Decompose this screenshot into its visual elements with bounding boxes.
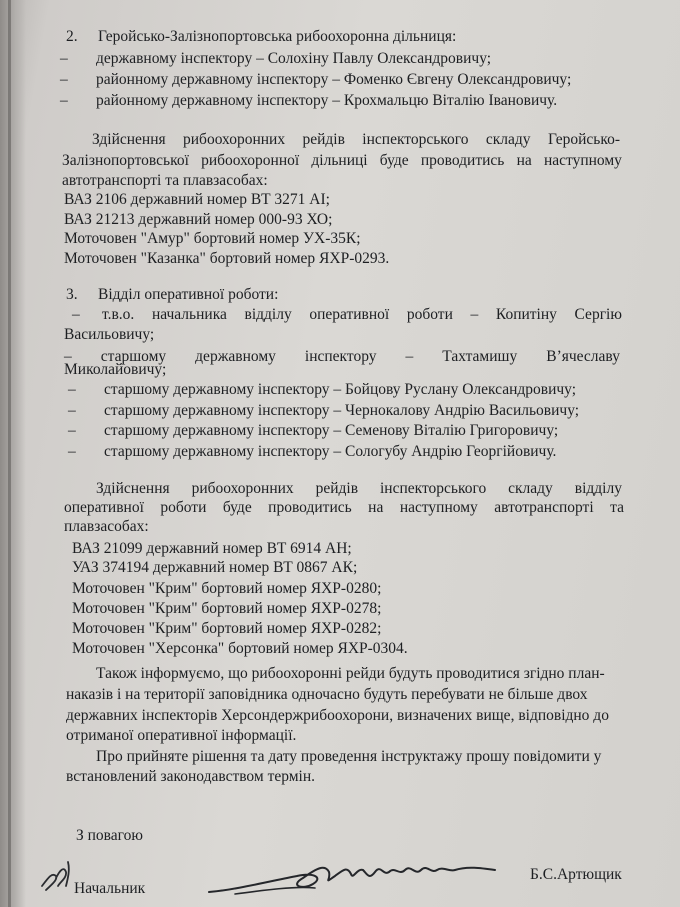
section3-item-4: старшому державному інспектору – Чернокалову Андрію Васильовичу; <box>104 402 580 419</box>
section3-vehicle-1: ВАЗ 21099 державний номер ВТ 6914 АН; <box>72 540 352 557</box>
section3-item-6: старшому державному інспектору – Сологубу Андрію Георгійовичу. <box>104 443 557 460</box>
list-dash: – <box>68 402 76 419</box>
word: – <box>64 348 72 365</box>
section3-item-3: старшому державному інспектору – Бойцову Руслану Олександровичу; <box>104 381 577 398</box>
signature <box>205 850 515 900</box>
section3-item-1-line-1 <box>102 306 622 324</box>
word: інспекторського <box>362 131 469 148</box>
section3-vehicle-4: Моточовен "Крим" бортовий номер ЯХР-0278; <box>72 600 382 617</box>
word: роботи <box>406 306 453 323</box>
word: рейдів <box>315 480 359 497</box>
section3-paragraph-line-3: плавзасобах: <box>64 518 149 535</box>
word: відділу <box>244 306 292 323</box>
word: начальника <box>151 306 227 323</box>
section2-paragraph-line-1 <box>92 131 620 149</box>
section3-vehicle-3: Моточовен "Крим" бортовий номер ЯХР-0280; <box>72 580 382 597</box>
word: Здійснення <box>96 480 170 497</box>
section2-paragraph-line-2 <box>62 152 622 170</box>
word: автотранспорті <box>494 499 594 516</box>
word: Сергію <box>574 306 622 323</box>
word: рибоохоронних <box>183 131 286 148</box>
word: Копитіну <box>495 306 557 323</box>
word: т.в.о. <box>102 306 135 323</box>
word: відділу <box>574 480 622 497</box>
list-dash: – <box>68 443 76 460</box>
word: державному <box>195 348 276 365</box>
word: проводитись <box>268 499 352 516</box>
section2-paragraph-line-3: автотранспорті та плавзасобах: <box>62 172 268 189</box>
word: на <box>516 152 532 169</box>
section3-item-2-line-2: Миколайовичу; <box>64 361 167 378</box>
regards-text: З повагою <box>76 827 143 844</box>
closing-p1-line-3: державних інспекторів Херсондержрибоохорони, визначених вище, відповідно до <box>66 707 609 724</box>
closing-p1-line-2: наказів і на території заповідника одночасно будуть перебувати не більше двох <box>66 686 588 703</box>
closing-p1-line-1: Також інформуємо, що рибоохоронні рейди будуть проводитися згідно план- <box>96 665 605 682</box>
section2-vehicle-3: Моточовен "Амур" бортовий номер УХ-35К; <box>64 230 361 247</box>
section3-paragraph-line-1 <box>96 480 622 498</box>
section3-title: Відділ оперативної роботи: <box>98 286 279 303</box>
word: складу <box>508 480 553 497</box>
word: – <box>405 348 414 365</box>
list-dash: – <box>72 306 80 323</box>
word: буде <box>379 152 409 169</box>
word: інспектору <box>304 348 377 365</box>
list-dash: – <box>60 92 68 109</box>
section3-item-5: старшому державному інспектору – Семенову Віталію Григоровичу; <box>104 422 559 439</box>
word: та <box>610 499 624 516</box>
section2-vehicle-1: ВАЗ 2106 державний номер ВТ 3271 АІ; <box>64 191 330 208</box>
word: роботи <box>160 499 207 516</box>
word: рибоохоронних <box>191 480 294 497</box>
position-title: Начальник <box>74 880 146 897</box>
section2-item-1: державному інспектору – Солохіну Павлу Олександровичу; <box>96 50 492 67</box>
section2-item-3: районному державному інспектору – Крохмальцю Віталію Івановичу. <box>96 92 558 109</box>
word: складу <box>485 131 531 148</box>
word: рейдів <box>302 131 345 148</box>
section2-vehicle-4: Моточовен "Казанка" бортовий номер ЯХР-0293. <box>64 250 390 267</box>
word: оперативної <box>309 306 390 323</box>
section2-vehicle-2: ВАЗ 21213 державний номер 000-93 ХО; <box>64 211 333 228</box>
word: оперативної <box>64 499 144 516</box>
word: – <box>470 306 479 323</box>
section2-title: Геройсько-Залізнопортовська рибоохоронна дільниця: <box>98 28 457 45</box>
word: Здійснення <box>92 131 166 148</box>
word: старшому <box>100 348 167 365</box>
list-dash: – <box>60 71 68 88</box>
section3-vehicle-5: Моточовен "Крим" бортовий номер ЯХР-0282; <box>72 620 382 637</box>
word: проводитись <box>420 152 505 169</box>
section3-number: 3. <box>66 286 78 303</box>
list-dash: – <box>68 422 76 439</box>
section2-item-2: районному державному інспектору – Фоменко Євгену Олександровичу; <box>96 71 572 88</box>
word: Тахтамишу <box>442 348 518 365</box>
section3-paragraph-line-2 <box>64 499 624 517</box>
word: Залізнопортовської <box>62 152 189 169</box>
section2-number: 2. <box>66 28 78 45</box>
word: дільниці <box>311 152 368 169</box>
closing-p2-line-2: встановлений законодавством термін. <box>66 768 316 785</box>
handwritten-initials <box>38 856 88 896</box>
word: на <box>368 499 384 516</box>
word: буде <box>222 499 252 516</box>
section3-vehicle-6: Моточовен "Херсонка" бортовий номер ЯХР-0304. <box>72 640 408 657</box>
list-dash: – <box>60 50 68 67</box>
list-dash: – <box>68 381 76 398</box>
signatory-name: Б.С.Артющик <box>530 866 622 883</box>
word: рибоохоронної <box>201 152 300 169</box>
word: наступному <box>543 152 622 169</box>
word: Геройсько- <box>547 131 620 148</box>
section3-vehicle-2: УАЗ 374194 державний номер ВТ 0867 АК; <box>72 559 358 576</box>
word: інспекторського <box>379 480 487 497</box>
section3-item-1-line-2: Васильовичу; <box>64 326 155 343</box>
word: наступному <box>399 499 478 516</box>
closing-p2-line-1: Про прийняте рішення та дату проведення інструктажу прошу повідомити у <box>96 748 602 765</box>
closing-p1-line-4: отриманої оперативної інформації. <box>66 727 297 744</box>
word: В’ячеславу <box>546 348 620 365</box>
